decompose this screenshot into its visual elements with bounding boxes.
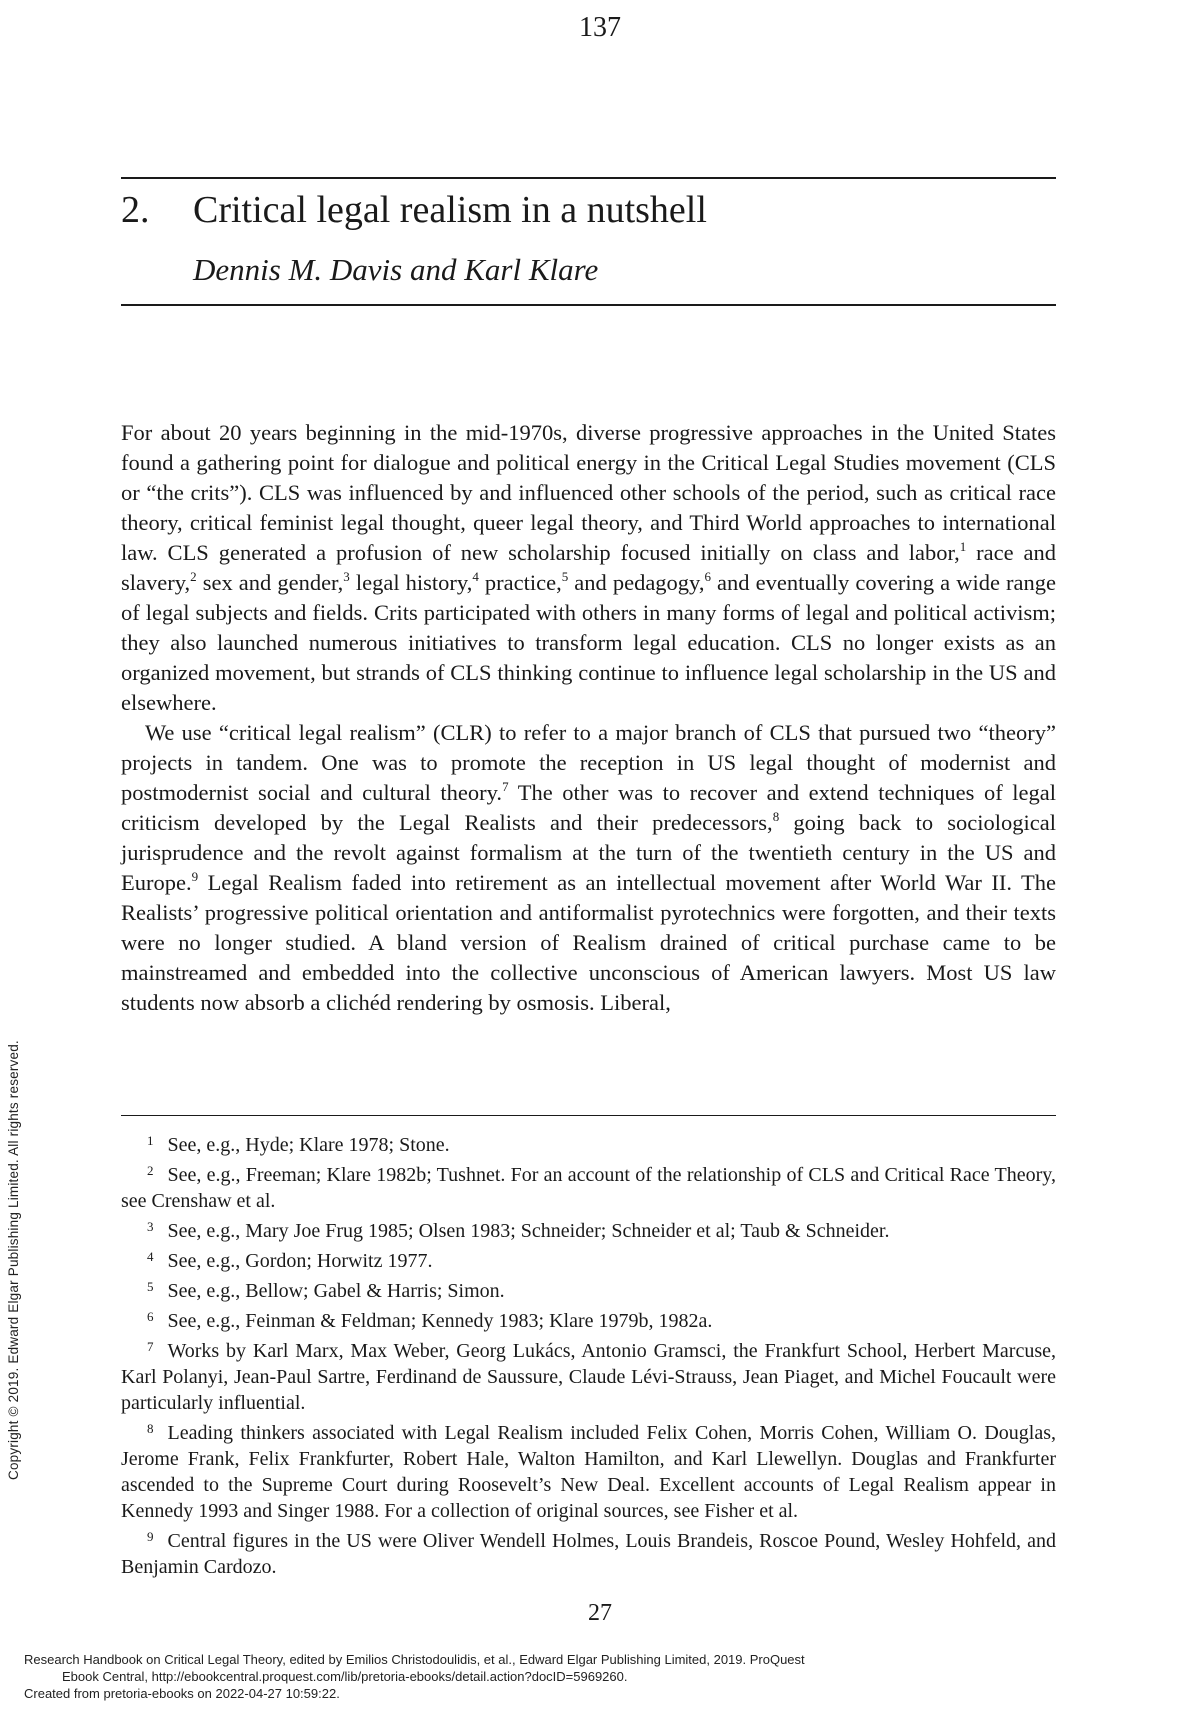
footnotes [121, 1128, 1056, 1580]
footnote-number: 7 [147, 1339, 154, 1354]
footnote-text: See, e.g., Feinman & Feldman; Kennedy 1983; Klare 1979b, 1982a. [167, 1310, 713, 1332]
paragraph-2: We use “critical legal realism” (CLR) to refer to a major branch of CLS that pursued two “theory” projects in tandem. One was to promote the reception in US legal thought of modernist and postmodernist social and cultural theory.$^7$ The other was to recover and extend techniques of legal criticism developed by the Legal Realists and their predecessors,$^8$ going back to sociological jurisprudence and the revolt against formalism at the turn of the twentieth century in the US and Europe.$^9$ Legal Realism faded into retirement as an intellectual movement after World War II. The Realists’ progressive political orientation and antiformalist pyrotechnics were forgotten, and their texts were no longer studied. A bland version of Realism drained of critical purchase came to be mainstreamed and embedded into the collective unconscious of American lawyers. Most US law students now absorb a clichéd rendering by osmosis. Liberal, [121, 720, 1057, 1015]
heading-rule-bottom [121, 304, 1056, 306]
chapter-authors: Dennis M. Davis and Karl Klare [193, 252, 599, 287]
footnote-number: 5 [147, 1279, 154, 1294]
heading-rule-top [121, 177, 1056, 179]
footnote-ref[interactable]: 8 [772, 809, 780, 824]
footnote-number: 3 [147, 1219, 154, 1234]
footnote-ref[interactable]: 2 [190, 569, 197, 584]
chapter-heading [121, 188, 707, 232]
footnote [121, 1244, 1056, 1274]
footnote-ref[interactable]: 7 [502, 779, 509, 794]
footnote-number: 8 [147, 1421, 154, 1436]
footnote-ref[interactable]: 6 [704, 569, 711, 584]
footnote-text: Works by Karl Marx, Max Weber, Georg Lukács, Antonio Gramsci, the Frankfurt School, Herbert Marcuse, Karl Polanyi, Jean-Paul Sartre, Ferdinand de Saussure, Claude Lévi-Strauss, Jean Piaget, and Michel Foucault were particularly influential. [121, 1340, 1056, 1414]
footnote-ref[interactable]: 3 [343, 569, 350, 584]
footnote-number: 6 [147, 1309, 154, 1324]
chapter-number: 2. [121, 189, 150, 231]
footnote-number: 4 [147, 1249, 154, 1264]
chapter-title: Critical legal realism in a nutshell [193, 189, 707, 231]
footnote-text: Central figures in the US were Oliver Wendell Holmes, Louis Brandeis, Roscoe Pound, Wesley Hohfeld, and Benjamin Cardozo. [121, 1530, 1056, 1578]
footnote-ref[interactable]: 9 [191, 869, 199, 884]
footnote [121, 1334, 1056, 1416]
footnote-ref[interactable]: 4 [472, 569, 479, 584]
footnote [121, 1274, 1056, 1304]
footnote [121, 1158, 1056, 1214]
footnote-text: See, e.g., Hyde; Klare 1978; Stone. [167, 1134, 450, 1156]
footnote-ref[interactable]: 5 [561, 569, 569, 584]
footnote-text: See, e.g., Mary Joe Frug 1985; Olsen 1983; Schneider; Schneider et al; Taub & Schneider. [167, 1220, 890, 1242]
footnote-ref[interactable]: 1 [959, 539, 967, 554]
footnote-text: See, e.g., Freeman; Klare 1982b; Tushnet. For an account of the relationship of CLS and Critical Race Theory, see Crenshaw et al. [121, 1164, 1056, 1212]
footnote-text: Leading thinkers associated with Legal Realism included Felix Cohen, Morris Cohen, William O. Douglas, Jerome Frank, Felix Frankfurter, Robert Hale, Walton Hamilton, and Karl Llewellyn. Douglas and Frankfurter ascended to the Supreme Court during Roosevelt’s New Deal. Excellent accounts of Legal Realism appear in Kennedy 1993 and Singer 1988. For a collection of original sources, see Fisher et al. [121, 1422, 1056, 1522]
top-page-number: 137 [579, 12, 621, 43]
footnote [121, 1416, 1056, 1524]
footnote-separator [121, 1115, 1056, 1116]
footnote-text: See, e.g., Bellow; Gabel & Harris; Simon. [167, 1280, 505, 1302]
copyright-text: Copyright © 2019. Edward Elgar Publishing Limited. All rights reserved. [6, 1040, 21, 1480]
footnote-text: See, e.g., Gordon; Horwitz 1977. [167, 1250, 433, 1272]
citation-line-3: Created from pretoria-ebooks on 2022-04-27 10:59:22. [24, 1686, 340, 1701]
footnote-number: 9 [147, 1529, 154, 1544]
paragraph-1: For about 20 years beginning in the mid-1970s, diverse progressive approaches in the United States found a gathering point for dialogue and political energy in the Critical Legal Studies movement (CLS or “the crits”). CLS was influenced by and influenced other schools of the period, such as critical race theory, critical feminist legal thought, queer legal theory, and Third World approaches to international law. CLS generated a profusion of new scholarship focused initially on class and labor,$^1$ race and slavery,$^2$ sex and gender,$^3$ legal history,$^4$ practice,$^5$ and pedagogy,$^6$ and eventually covering a wide range of legal subjects and fields. Crits participated with others in many forms of legal and political activism; they also launched numerous initiatives to transform legal education. CLS no longer exists as an organized movement, but strands of CLS thinking continue to influence legal scholarship in the US and elsewhere. [121, 420, 1056, 715]
footnote [121, 1304, 1056, 1334]
footnote-number: 2 [147, 1163, 154, 1178]
footnote-number: 1 [147, 1133, 154, 1148]
citation-line-1: Research Handbook on Critical Legal Theory, edited by Emilios Christodoulidis, et al., Edward Elgar Publishing Limited, 2019. ProQuest [24, 1652, 805, 1667]
footnote [121, 1214, 1056, 1244]
citation-line-2[interactable]: Ebook Central, http://ebookcentral.proquest.com/lib/pretoria-ebooks/detail.action?docID=5969260. [62, 1669, 628, 1684]
body-text [121, 418, 1056, 1018]
bottom-page-number: 27 [588, 1600, 612, 1626]
citation-footer [24, 1651, 805, 1702]
footnote [121, 1128, 1056, 1158]
footnote [121, 1524, 1056, 1580]
